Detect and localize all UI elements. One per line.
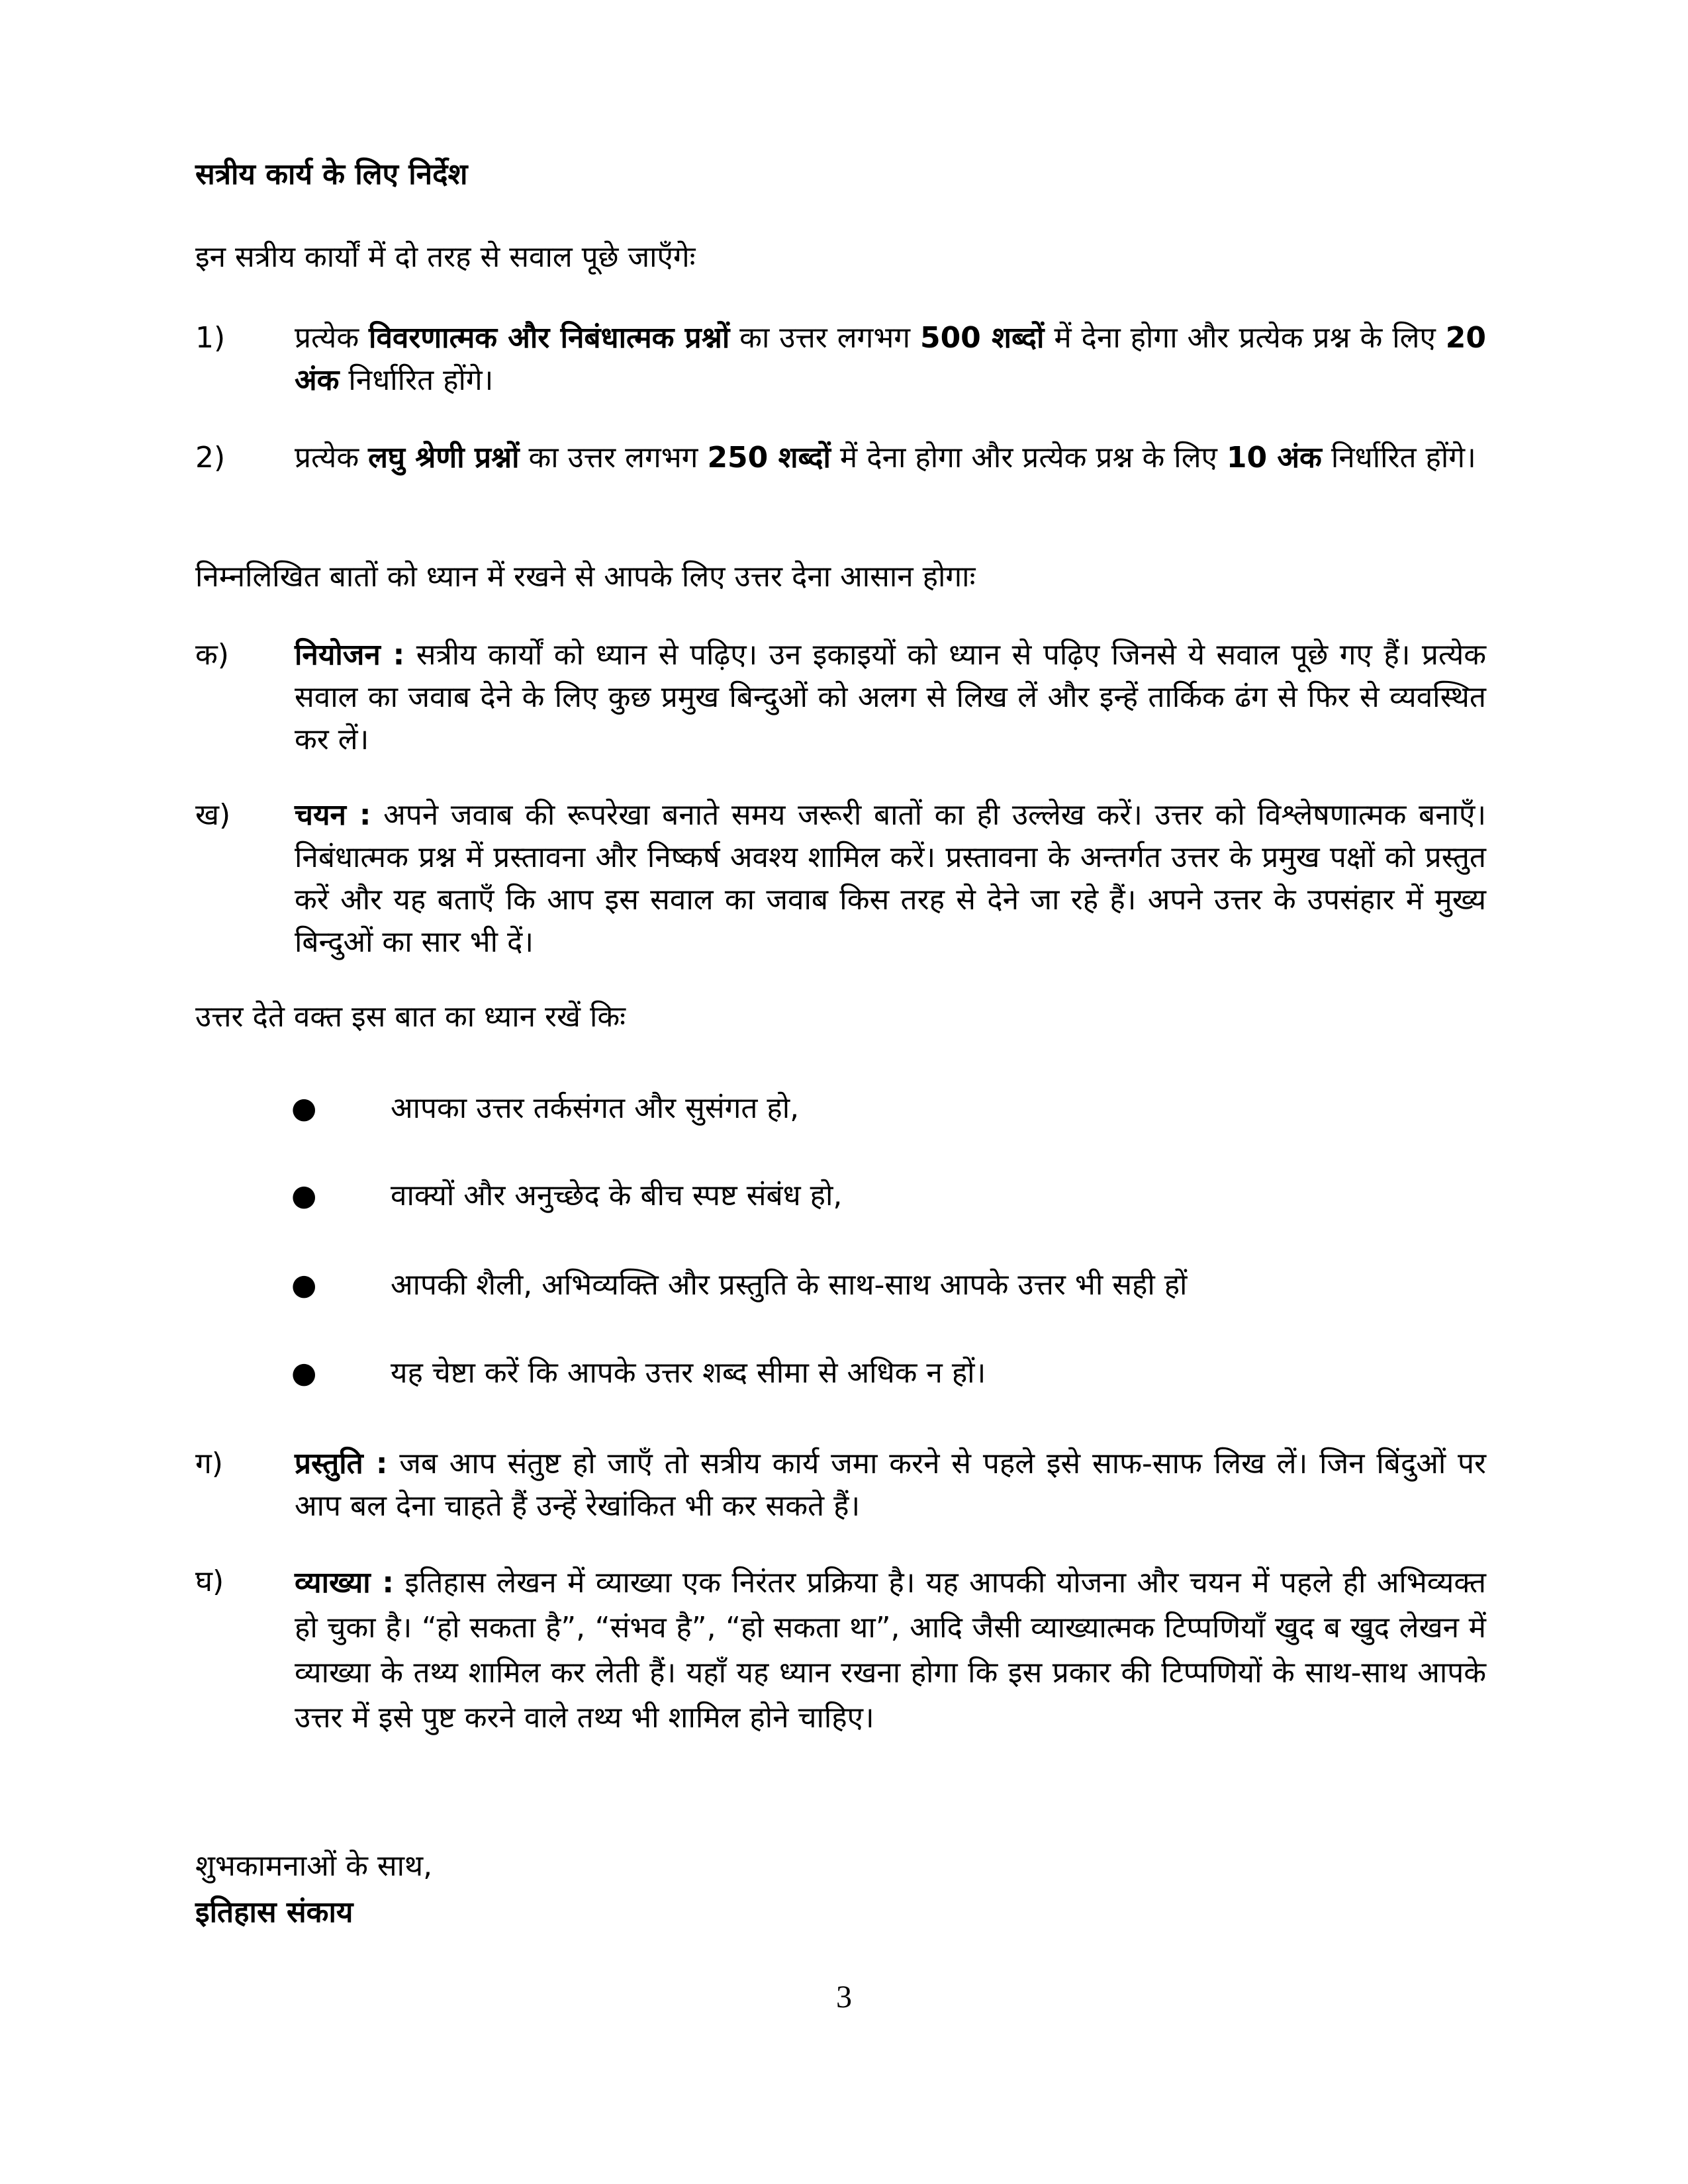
bullet-item: यह चेष्टा करें कि आपके उत्तर शब्द सीमा से अधिक न हों।	[391, 1356, 986, 1390]
question-2-text: प्रत्येक लघु श्रेणी प्रश्नों का उत्तर लगभग 250 शब्दों में देना होगा और प्रत्येक प्रश्न के लिए 10 अंक निर्धारित होंगे।	[295, 441, 1476, 475]
bullet-item: आपका उत्तर तर्कसंगत और सुसंगत हो,	[391, 1091, 800, 1125]
question-1-number: 1)	[195, 321, 226, 355]
signature: इतिहास संकाय	[195, 1895, 353, 1929]
tips-intro: निम्नलिखित बातों को ध्यान में रखने से आपके लिए उत्तर देना आसान होगाः	[195, 560, 976, 594]
bullet-item: आपकी शैली, अभिव्यक्ति और प्रस्तुति के साथ-साथ आपके उत्तर भी सही हों	[391, 1268, 1188, 1302]
bullet-icon: ●	[291, 1268, 317, 1302]
item-ka-marker: क)	[195, 638, 229, 672]
question-1-text: प्रत्येक विवरणात्मक और निबंधात्मक प्रश्नों का उत्तर लगभग 500 शब्दों में देना होगा और प्रत्येक प्रश्न के लिए 20 अंक निर्धारित होंगे।	[295, 321, 1486, 397]
item-ka-text: नियोजन : सत्रीय कार्यों को ध्यान से पढ़िए। उन इकाइयों को ध्यान से पढ़िए जिनसे ये सवाल पूछे गए हैं। प्रत्येक सवाल का जवाब देने के लिए कुछ प्रमुख बिन्दुओं को अलग से लिख लें और इन्हें तार्किक ढंग से फिर से व्यवस्थित कर लें।	[295, 638, 1487, 756]
item-kha-text: चयन : अपने जवाब की रूपरेखा बनाते समय जरूरी बातों का ही उल्लेख करें। उत्तर को विश्लेषणात्मक बनाएँ। निबंधात्मक प्रश्न में प्रस्तावना और निष्कर्ष अवश्य शामिल करें। प्रस्तावना के अन्तर्गत उत्तर के प्रमुख पक्षों को प्रस्तुत करें और यह बताएँ कि आप इस सवाल का जवाब किस तरह से देने जा रहे हैं। अपने उत्तर के उपसंहार में मुख्य बिन्दुओं का सार भी दें।	[295, 798, 1486, 959]
item-ga-text: प्रस्तुति : जब आप संतुष्ट हो जाएँ तो सत्रीय कार्य जमा करने से पहले इसे साफ-साफ लिख लें। जिन बिंदुओं पर आप बल देना चाहते हैं उन्हें रेखांकित भी कर सकते हैं।	[295, 1447, 1486, 1523]
remember-intro: उत्तर देते वक्त इस बात का ध्यान रखें किः	[195, 1000, 626, 1034]
bullet-icon: ●	[291, 1091, 317, 1125]
closing-text: शुभकामनाओं के साथ,	[195, 1849, 433, 1883]
question-2-number: 2)	[195, 441, 226, 475]
intro-text: इन सत्रीय कार्यों में दो तरह से सवाल पूछे जाएँगेः	[195, 240, 696, 274]
page-number: 3	[836, 1979, 852, 2015]
bullet-item: वाक्यों और अनुच्छेद के बीच स्पष्ट संबंध हो,	[391, 1179, 843, 1212]
item-kha-marker: ख)	[195, 798, 231, 832]
item-gha-text: व्याख्या : इतिहास लेखन में व्याख्या एक निरंतर प्रक्रिया है। यह आपकी योजना और चयन में पहले ही अभिव्यक्त हो चुका है। “हो सकता है”, “संभव है”, “हो सकता था”, आदि जैसी व्याख्यात्मक टिप्पणियाँ खुद ब खुद लेखन में व्याख्या के तथ्य शामिल कर लेती हैं। यहाँ यह ध्यान रखना होगा कि इस प्रकार की टिप्पणियों के साथ-साथ आपके उत्तर में इसे पुष्ट करने वाले तथ्य भी शामिल होने चाहिए।	[295, 1566, 1486, 1735]
bullet-icon: ●	[291, 1179, 317, 1212]
item-ga-marker: ग)	[195, 1447, 223, 1480]
page-title: सत्रीय कार्य के लिए निर्देश	[195, 158, 468, 191]
bullet-icon: ●	[291, 1356, 317, 1390]
item-gha-marker: घ)	[195, 1565, 224, 1598]
